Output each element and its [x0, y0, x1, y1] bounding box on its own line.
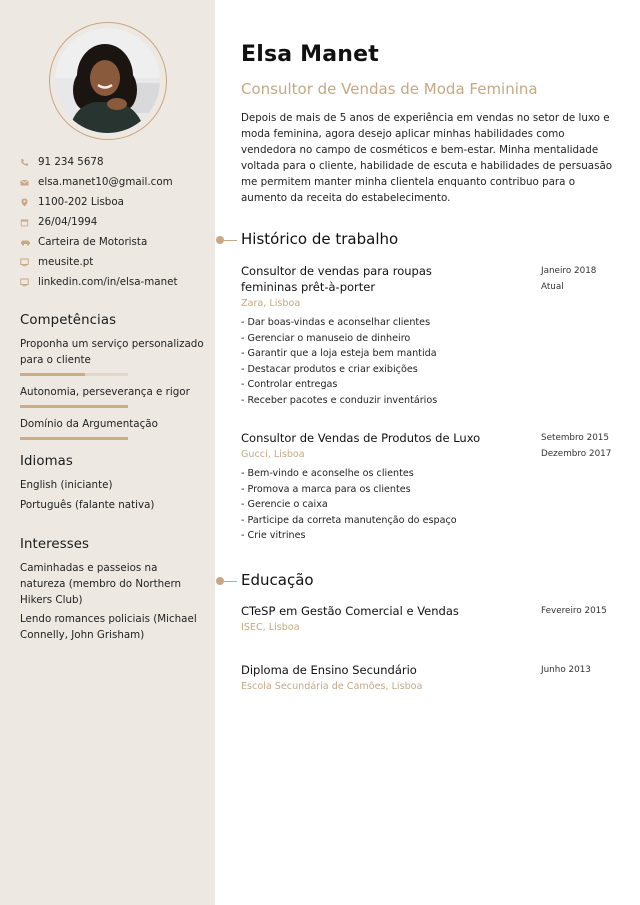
education-school: ISEC, Lisboa [241, 622, 300, 633]
linkedin-icon [20, 278, 29, 287]
contact-birthdate-text: 26/04/1994 [38, 216, 98, 228]
education-entry [241, 662, 611, 692]
language-item: Português (falante nativa) [20, 499, 155, 511]
website-icon [20, 258, 29, 267]
job-entry [241, 430, 611, 544]
job-duty: - Controlar entregas [241, 379, 338, 391]
job-date-start: Janeiro 2018 [541, 266, 597, 276]
education-title-item: CTeSP em Gestão Comercial e Vendas [241, 604, 459, 618]
skill-item-label: Autonomia, perseverança e rigor [20, 386, 190, 398]
contact-linkedin[interactable] [20, 272, 210, 292]
job-duty: - Gerenciar o manuseio de dinheiro [241, 332, 411, 344]
skill-level-bar [20, 373, 128, 376]
candidate-name: Elsa Manet [241, 42, 380, 67]
skill-level-bar [20, 437, 128, 440]
contact-phone [20, 152, 210, 172]
contact-location [20, 192, 210, 212]
education-header [215, 571, 640, 591]
job-date-start: Setembro 2015 [541, 433, 609, 443]
interests-title: Interesses [20, 537, 90, 552]
contact-website-text[interactable]: meusite.pt [38, 256, 94, 268]
job-duty: - Participe da correta manutenção do espaço [241, 514, 457, 526]
job-duty: - Receber pacotes e conduzir inventários [241, 394, 438, 406]
education-entry [241, 603, 611, 633]
candidate-role: Consultor de Vendas de Moda Feminina [241, 80, 538, 98]
sidebar [0, 0, 215, 905]
calendar-icon [20, 218, 29, 227]
contact-license-text: Carteira de Motorista [38, 236, 148, 248]
interest-item: Caminhadas e passeios na natureza (membro do Northern Hikers Club) [20, 562, 182, 606]
job-duty: - Bem-vindo e aconselhe os clientes [241, 468, 414, 479]
contact-license [20, 232, 210, 252]
job-duty: - Dar boas-vindas e aconselhar clientes [241, 317, 431, 328]
skill-item-label: Proponha um serviço personalizado para o cliente [20, 338, 204, 366]
languages-title: Idiomas [20, 454, 73, 469]
job-date-end: Dezembro 2017 [541, 449, 612, 459]
job-entry [241, 263, 611, 409]
languages-section [20, 454, 205, 513]
section-dot-icon [216, 236, 224, 244]
phone-icon [20, 158, 29, 167]
language-item: English (iniciante) [20, 479, 113, 491]
profile-photo-frame [49, 22, 167, 140]
education-date: Fevereiro 2015 [541, 606, 607, 616]
contact-email [20, 172, 210, 192]
section-line [224, 581, 237, 582]
skill-level-bar [20, 405, 128, 408]
contact-location-text: 1100-202 Lisboa [38, 196, 124, 208]
job-company: Zara, Lisboa [241, 298, 301, 309]
profile-summary: Depois de mais de 5 anos de experiência em vendas no setor de luxo e moda feminina, agora desejo aplicar minhas habilidades como vendedora no campo de cosméticos e bem-estar. Minha mentalidade voltada para o cliente, habilidade de escuta e habilidades de persuasão me permitem manter minha clientela enquanto contribuo para o aumento da receita do estabelecimento. [241, 112, 613, 204]
job-duties [241, 315, 611, 409]
interest-item: Lendo romances policiais (Michael Connelly, John Grisham) [20, 613, 197, 641]
section-dot-icon [216, 577, 224, 585]
email-icon [20, 178, 29, 187]
contact-list [20, 152, 210, 292]
avatar-illustration [55, 28, 160, 133]
job-title: Consultor de vendas para roupas femininas prêt-à-porter [241, 264, 432, 294]
job-duty: - Crie vitrines [241, 530, 306, 542]
job-duty: - Destacar produtos e criar exibições [241, 363, 418, 375]
job-title: Consultor de Vendas de Produtos de Luxo [241, 431, 481, 445]
work-history-header [215, 230, 640, 250]
job-date-end: Atual [541, 282, 564, 292]
education-school: Escola Secundária de Camões, Lisboa [241, 681, 423, 692]
car-icon [20, 238, 29, 247]
skills-section [20, 313, 205, 448]
education-date: Junho 2013 [541, 665, 591, 675]
skill-level-fill [20, 405, 128, 408]
contact-birthdate [20, 212, 210, 232]
section-line [224, 240, 237, 241]
profile-photo [55, 28, 160, 133]
skills-title: Competências [20, 313, 117, 328]
main-content [215, 0, 640, 905]
location-icon [20, 198, 29, 207]
skill-level-fill [20, 437, 128, 440]
education-title-item: Diploma de Ensino Secundário [241, 663, 417, 677]
job-duties [241, 466, 611, 544]
contact-email-text: elsa.manet10@gmail.com [38, 176, 173, 188]
skill-level-fill [20, 373, 85, 376]
interests-section [20, 537, 205, 643]
job-dates [541, 263, 621, 295]
job-duty: - Promova a marca para os clientes [241, 483, 411, 495]
job-company: Gucci, Lisboa [241, 449, 305, 460]
job-duty: - Gerencie o caixa [241, 499, 328, 511]
job-dates [541, 430, 621, 462]
contact-linkedin-text[interactable]: linkedin.com/in/elsa-manet [38, 276, 178, 288]
education-title: Educação [241, 571, 314, 589]
work-history-title: Histórico de trabalho [241, 230, 399, 248]
contact-website[interactable] [20, 252, 210, 272]
contact-phone-text: 91 234 5678 [38, 156, 104, 168]
skill-item-label: Domínio da Argumentação [20, 418, 158, 430]
job-duty: - Garantir que a loja esteja bem mantida [241, 348, 437, 360]
